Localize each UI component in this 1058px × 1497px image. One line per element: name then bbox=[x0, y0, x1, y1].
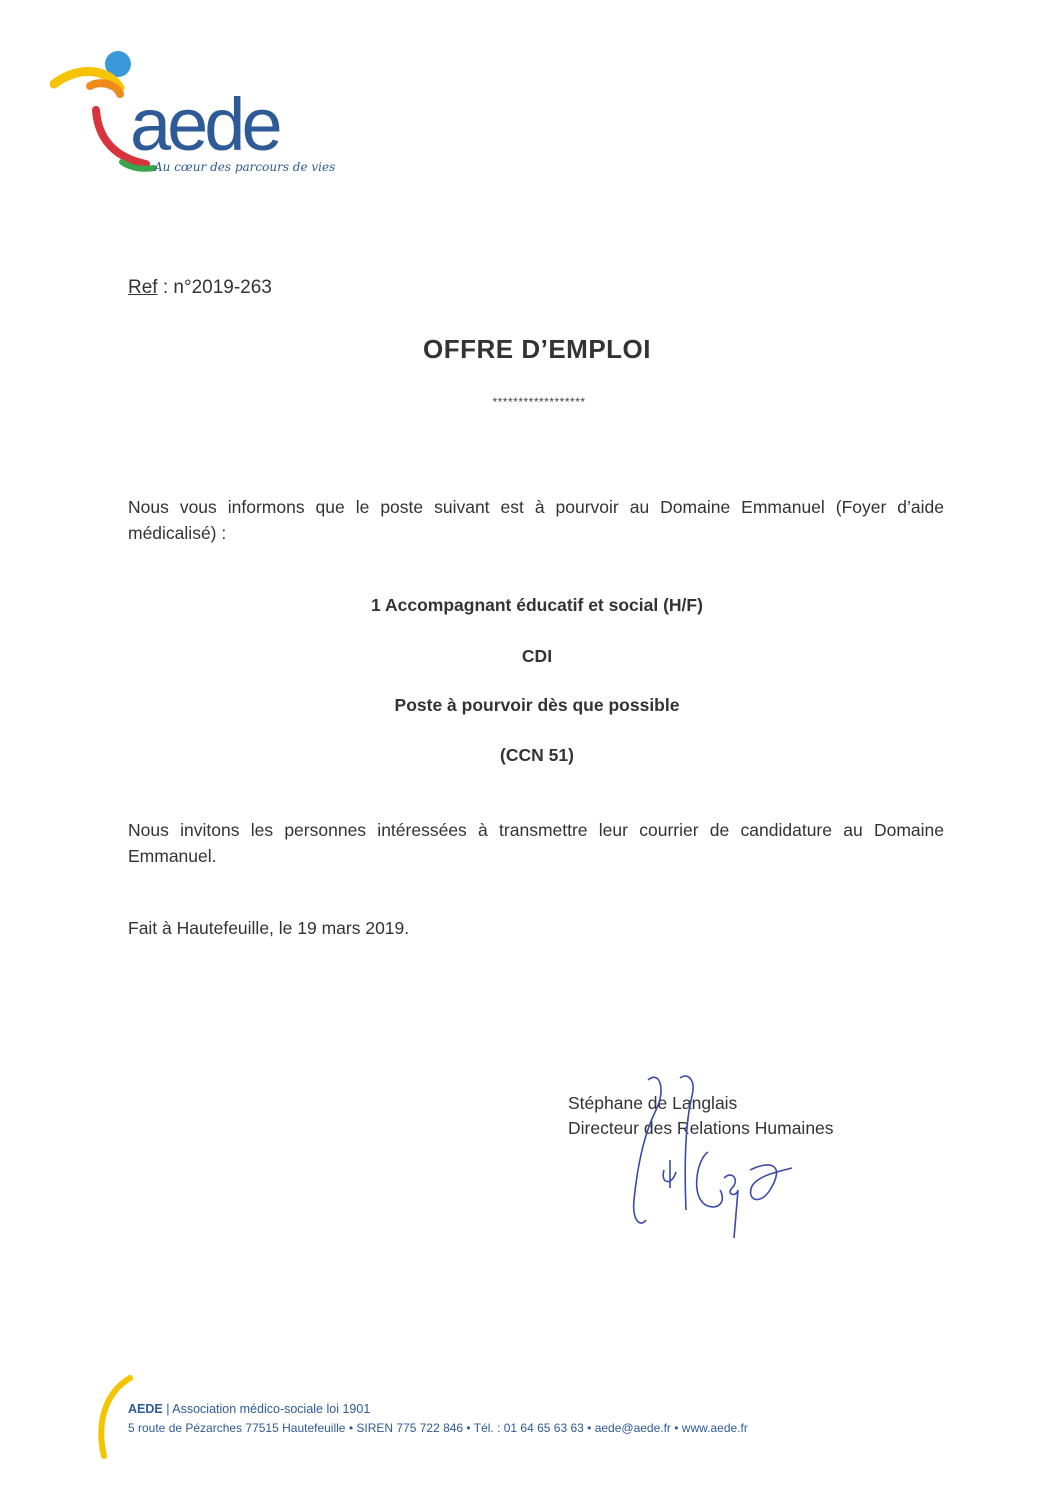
reference-label: Ref bbox=[128, 277, 158, 298]
handwritten-signature bbox=[600, 1060, 800, 1240]
separator: ****************** bbox=[492, 395, 586, 409]
intro-paragraph: Nous vous informons que le poste suivant est à pourvoir au Domaine Emmanuel (Foyer d’aide médicalisé) : bbox=[128, 497, 944, 543]
footer-separator: | bbox=[162, 1402, 173, 1416]
aede-logo bbox=[50, 40, 350, 190]
logo-wordmark: aede bbox=[130, 83, 279, 166]
signatory-name: Stéphane de Langlais bbox=[568, 1093, 738, 1113]
footer-description: Association médico-sociale loi 1901 bbox=[172, 1402, 371, 1416]
footer-brand: AEDE bbox=[128, 1402, 163, 1416]
reference-value: : n°2019-263 bbox=[157, 277, 272, 298]
reference-number bbox=[128, 277, 272, 299]
collective-agreement: (CCN 51) bbox=[500, 745, 574, 765]
document-title: OFFRE D’EMPLOI bbox=[423, 334, 651, 364]
signatory-role: Directeur des Relations Humaines bbox=[568, 1118, 834, 1138]
logo-tagline: Au cœur des parcours de vies bbox=[154, 160, 336, 174]
position-title: 1 Accompagnant éducatif et social (H/F) bbox=[371, 595, 703, 615]
contract-type: CDI bbox=[521, 646, 553, 666]
footer-address: 5 route de Pézarches 77515 Hautefeuille • SIREN 775 722 846 • Tél. : 01 64 65 63 63 • aede@aede.fr • www.aede.fr bbox=[128, 1421, 748, 1435]
invitation-paragraph: Nous invitons les personnes intéressées à transmettre leur courrier de candidature au Domaine Emmanuel. bbox=[128, 820, 944, 866]
footer-arc-icon bbox=[88, 1372, 148, 1462]
footer-organization bbox=[128, 1402, 370, 1416]
availability: Poste à pourvoir dès que possible bbox=[394, 695, 680, 715]
place-date: Fait à Hautefeuille, le 19 mars 2019. bbox=[128, 918, 410, 938]
